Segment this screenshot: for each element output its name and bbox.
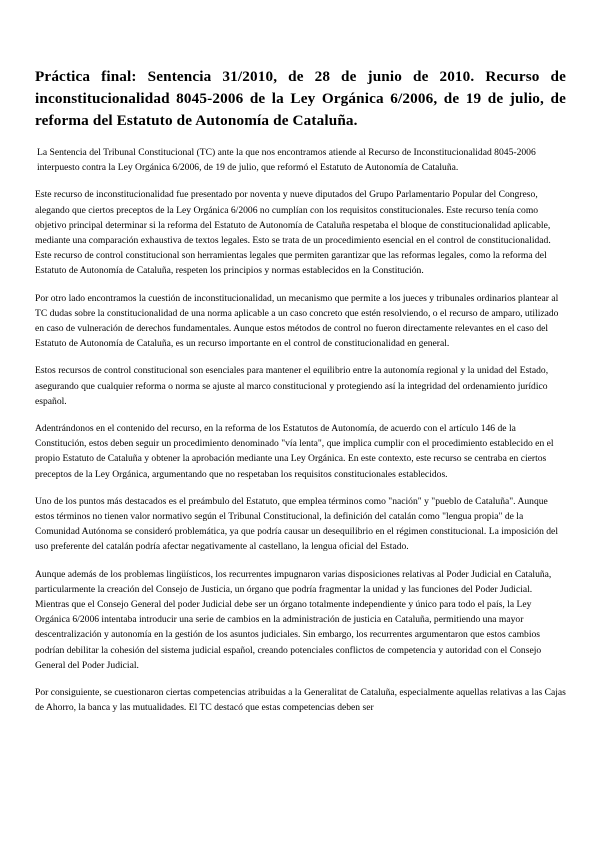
paragraph-preambulo: Uno de los puntos más destacados es el preámbulo del Estatuto, que emplea términos como "nación" y "pueblo de Cataluña". Aunque estos términos no tienen valor normativo según el Tribunal Constitucional, la definición del catalán como "lengua propia" de la Comunidad Autónoma se consideró problemática, ya que podría causar un desequilibrio en el régimen constitucional. La imposición del uso preferente del catalán podría afectar negativamente al castellano, la lengua oficial del Estado.: [35, 495, 558, 553]
document-title: Práctica final: Sentencia 31/2010, de 28 de junio de 2010. Recurso de inconstitucionalidad 8045-2006 de la Ley Orgánica 6/2006, de 19 de julio, de reforma del Estatuto de Autonomía de Cataluña.: [35, 68, 566, 129]
paragraph-recurso-herramientas: Este recurso de control constitucional son herramientas legales que permiten garantizar que las reformas legales, como la reforma del Estatuto de Autonomía de Cataluña, respeten los principios y normas establecidos en la Constitución.: [35, 250, 547, 277]
paragraph-cuestion-inconstitucionalidad: Por otro lado encontramos la cuestión de inconstitucionalidad, un mecanismo que permite a los jueces y tribunales ordinarios plantear al TC dudas sobre la constitucionalidad de una norma aplicable a un caso concreto que estén resolviendo, o el recurso de amparo, utilizado en caso de vulneración de derechos fundamentales. Aunque estos métodos de control no fueron directamente relevantes en el caso del Estatuto de Autonomía de Cataluña, es un recurso importante en el control de constitucionalidad en general.: [35, 292, 559, 350]
paragraph-contenido-recurso: Adentrándonos en el contenido del recurso, en la reforma de los Estatutos de Autonomía, de acuerdo con el artículo 146 de la Constitución, estos deben seguir un procedimiento denominado "vía lenta", que implica cumplir con el procedimiento establecido en el propio Estatuto de Cataluña y obtener la aprobación mediante una Ley Orgánica. En este contexto, este recurso se centraba en ciertos preceptos de la Ley Orgánica, argumentando que no respetaban los requisitos constitucionales establecidos.: [35, 423, 554, 480]
paragraph-recurso-presentacion: Este recurso de inconstitucionalidad fue presentado por noventa y nueve diputados del Grupo Parlamentario Popular del Congreso, alegando que ciertos preceptos de la Ley Orgánica 6/2006 no cumplían con los requisitos constitucionales. Este recurso tenía como objetivo principal determinar si la reforma del Estatuto de Autonomía de Cataluña respetaba el bloque de constitucionalidad aplicable, mediante una comparación exhaustiva de textos legales. Esto se trata de un procedimiento esencial en el control de constitucionalidad.: [35, 189, 551, 247]
paragraph-equilibrio: Estos recursos de control constitucional son esenciales para mantener el equilibrio entre la autonomía regional y la unidad del Estado, asegurando que cualquier reforma o norma se ajuste al marco constitucional y protegiendo así la integridad del ordenamiento jurídico español.: [35, 365, 549, 407]
paragraph-intro: La Sentencia del Tribunal Constitucional (TC) ante la que nos encontramos atiende al Recurso de Inconstitucionalidad 8045-2006 interpuesto contra la Ley Orgánica 6/2006, de 19 de julio, que reformó el Estatuto de Autonomía de Cataluña.: [37, 147, 536, 174]
paragraph-poder-judicial: Aunque además de los problemas lingüísticos, los recurrentes impugnaron varias disposiciones relativas al Poder Judicial en Cataluña, particularmente la creación del Consejo de Justicia, un órgano que podría fragmentar la unidad y las funciones del Poder Judicial. Mientras que el Consejo General del poder Judicial debe ser un órgano totalmente independiente y único para todo el país, la Ley Orgánica 6/2006 intentaba introducir una serie de cambios en la administración de justicia en Cataluña, permitiendo una mayor descentralización y autonomía en la gestión de los asuntos judiciales. Sin embargo, los recurrentes argumentaron que estos cambios podrían debilitar la cohesión del sistema judicial español, creando potenciales conflictos de competencia y autoridad con el Consejo General del Poder Judicial.: [35, 568, 552, 671]
paragraph-competencias: Por consiguiente, se cuestionaron ciertas competencias atribuidas a la Generalitat de Cataluña, especialmente aquellas relativas a las Cajas de Ahorro, la banca y las mutualidades. El TC destacó que estas competencias deben ser: [35, 687, 566, 714]
